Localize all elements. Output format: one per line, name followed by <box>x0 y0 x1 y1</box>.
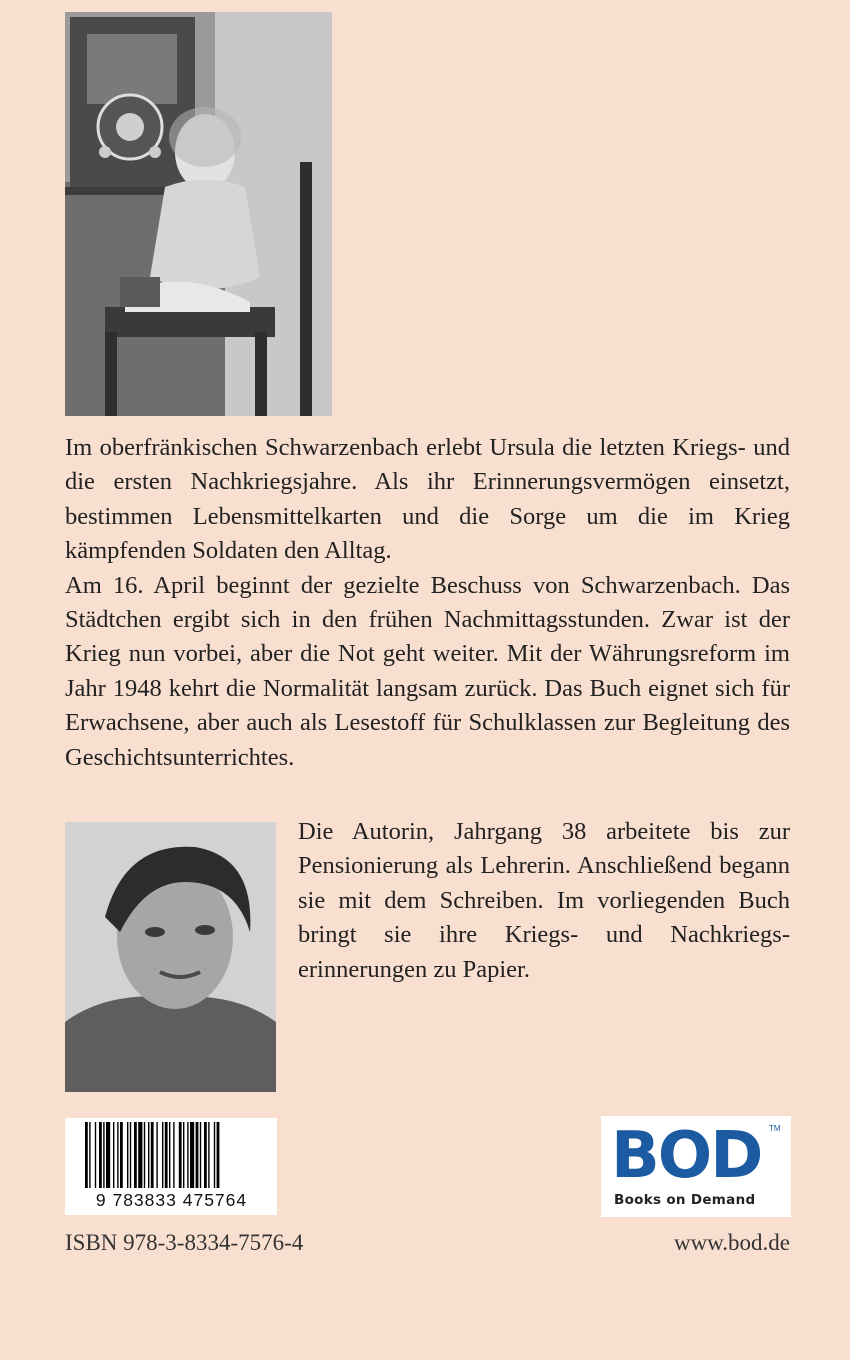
barcode-bar <box>117 1122 118 1188</box>
publisher-tagline: Books on Demand <box>614 1192 756 1208</box>
barcode-bar <box>217 1122 220 1188</box>
bod-logo-mark: BOD <box>611 1119 762 1193</box>
book-blurb <box>65 431 790 775</box>
author-photo <box>65 822 276 1092</box>
barcode-bar <box>95 1122 96 1188</box>
barcode-bar <box>190 1122 194 1188</box>
childhood-photo <box>65 12 332 416</box>
barcode-bar <box>89 1122 90 1188</box>
barcode-bar <box>214 1122 215 1188</box>
barcode-bar <box>127 1122 128 1188</box>
barcode-bar <box>151 1122 154 1188</box>
barcode-bar <box>134 1122 137 1188</box>
barcode-bar <box>113 1122 114 1188</box>
isbn-number: ISBN 978-3-8334-7576-4 <box>65 1230 304 1255</box>
barcode-bar <box>138 1122 142 1188</box>
blurb-paragraph-1: Im oberfränkischen Schwarzenbach erlebt Ursula die letzten Kriegs- und die ersten Nachkriegsjahre. Als ihr Erinnerungsvermögen einsetzt, bestimmen Lebensmittelkarten und die Sorge um die im Krieg kämpfenden Soldaten den Alltag. <box>65 434 790 565</box>
barcode-bar <box>144 1122 145 1188</box>
barcode-bar <box>106 1122 110 1188</box>
barcode-bar <box>208 1122 209 1188</box>
author-bio: Die Autorin, Jahrgang 38 arbeitete bis zur Pensionierung als Lehrerin. Anschließend begann sie mit dem Schreiben. Im vorliegenden Buch bringt sie ihre Kriegs- und Nachkriegserinnerungen zu Papier. <box>298 818 790 983</box>
author-photo-image <box>65 822 276 1092</box>
barcode-bar <box>130 1122 131 1188</box>
trademark-symbol: TM <box>769 1124 781 1133</box>
barcode-bar <box>187 1122 188 1188</box>
barcode-bar <box>99 1122 102 1188</box>
blurb-paragraph-2: Am 16. April beginnt der gezielte Beschuss von Schwarzenbach. Das Städtchen ergibt sich in den frühen Nachmittagsstunden. Zwar ist der Krieg nun vorbei, aber die Not geht weiter. Mit der Währungsreform im Jahr 1948 kehrt die Normalität langsam zurück. Das Buch eignet sich für Erwachsene, aber auch als Lesestoff für Schulklassen zur Begleitung des Geschichtsunterrichtes. <box>65 571 790 771</box>
barcode-bar <box>200 1122 201 1188</box>
barcode-bar <box>173 1122 174 1188</box>
barcode-bar <box>165 1122 168 1188</box>
barcode-bar <box>204 1122 207 1188</box>
barcode-bars <box>85 1122 257 1190</box>
barcode-bar <box>85 1122 88 1188</box>
barcode-bar <box>103 1122 104 1188</box>
barcode-bar <box>162 1122 163 1188</box>
publisher-logo <box>601 1116 791 1217</box>
barcode-bar <box>196 1122 199 1188</box>
barcode-bar <box>169 1122 170 1188</box>
childhood-photo-image <box>65 12 332 416</box>
barcode-bar <box>120 1122 123 1188</box>
isbn-barcode <box>65 1118 277 1215</box>
barcode-bar <box>148 1122 149 1188</box>
barcode-bar <box>183 1122 184 1188</box>
barcode-digits: 9 783833 475764 <box>95 1190 248 1210</box>
barcode-bar <box>156 1122 157 1188</box>
barcode-bar <box>179 1122 182 1188</box>
publisher-website[interactable]: www.bod.de <box>673 1230 790 1255</box>
